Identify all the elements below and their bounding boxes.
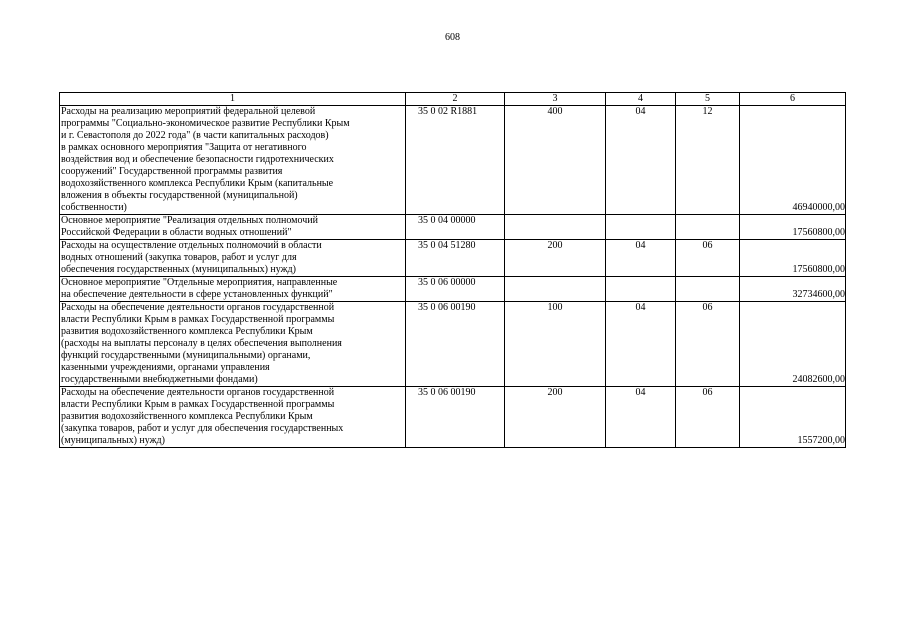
row-section: 04	[606, 302, 676, 387]
header-cell-2: 2	[406, 93, 505, 106]
description-line: власти Республики Крым в рамках Государственной программы	[61, 399, 335, 410]
description-line: на обеспечение деятельности в сфере установленных функций"	[61, 289, 333, 300]
description-line: собственности)	[61, 202, 127, 213]
description-line: программы "Социально-экономическое развитие Республики Крым	[61, 118, 350, 129]
row-description	[60, 302, 406, 387]
description-line: Российской Федерации в области водных отношений"	[61, 227, 292, 238]
row-description	[60, 106, 406, 215]
description-line: Расходы на обеспечение деятельности органов государственной	[61, 302, 335, 313]
description-line: власти Республики Крым в рамках Государственной программы	[61, 314, 335, 325]
header-cell-5: 5	[676, 93, 740, 106]
row-target-code: 35 0 04 51280	[406, 240, 505, 277]
row-description	[60, 215, 406, 240]
row-target-code: 35 0 04 00000	[406, 215, 505, 240]
row-expense-type	[505, 277, 606, 302]
description-line: Расходы на осуществление отдельных полномочий в области	[61, 240, 322, 251]
row-target-code: 35 0 06 00000	[406, 277, 505, 302]
description-line: обеспечения государственных (муниципальных) нужд)	[61, 264, 296, 275]
description-line: Расходы на реализацию мероприятий федеральной целевой	[61, 106, 316, 117]
row-section	[606, 215, 676, 240]
table-row	[60, 240, 846, 277]
description-line: воздействия вод и обеспечение безопасности гидротехнических	[61, 154, 334, 165]
description-line: (муниципальных) нужд)	[61, 435, 165, 446]
table-row	[60, 277, 846, 302]
table-header-row	[60, 93, 846, 106]
row-description	[60, 240, 406, 277]
row-amount: 17560800,00	[740, 240, 846, 277]
row-amount: 17560800,00	[740, 215, 846, 240]
table-row	[60, 215, 846, 240]
budget-table	[59, 92, 846, 448]
description-line: функций государственными (муниципальными) органами,	[61, 350, 311, 361]
row-section: 04	[606, 106, 676, 215]
row-expense-type: 400	[505, 106, 606, 215]
row-section: 04	[606, 240, 676, 277]
row-subsection: 12	[676, 106, 740, 215]
description-line: (закупка товаров, работ и услуг для обеспечения государственных	[61, 423, 344, 434]
description-line: развития водохозяйственного комплекса Республики Крым	[61, 411, 313, 422]
table-row	[60, 387, 846, 448]
header-cell-3: 3	[505, 93, 606, 106]
row-section	[606, 277, 676, 302]
row-section: 04	[606, 387, 676, 448]
description-line: (расходы на выплаты персоналу в целях обеспечения выполнения	[61, 338, 342, 349]
description-line: Расходы на обеспечение деятельности органов государственной	[61, 387, 335, 398]
row-amount: 46940000,00	[740, 106, 846, 215]
description-line: сооружений" Государственной программы развития	[61, 166, 283, 177]
row-amount: 1557200,00	[740, 387, 846, 448]
header-cell-4: 4	[606, 93, 676, 106]
row-target-code: 35 0 06 00190	[406, 302, 505, 387]
description-line: и г. Севастополя до 2022 года" (в части капитальных расходов)	[61, 130, 329, 141]
row-subsection: 06	[676, 240, 740, 277]
row-subsection	[676, 215, 740, 240]
description-line: государственными внебюджетными фондами)	[61, 374, 258, 385]
row-expense-type: 200	[505, 240, 606, 277]
row-amount: 32734600,00	[740, 277, 846, 302]
table-row	[60, 302, 846, 387]
row-amount: 24082600,00	[740, 302, 846, 387]
header-cell-6: 6	[740, 93, 846, 106]
table-row	[60, 106, 846, 215]
description-line: водохозяйственного комплекса Республики Крым (капитальные	[61, 178, 334, 189]
page-number: 608	[445, 32, 460, 43]
row-target-code: 35 0 06 00190	[406, 387, 505, 448]
row-description	[60, 387, 406, 448]
description-line: развития водохозяйственного комплекса Республики Крым	[61, 326, 313, 337]
header-cell-1: 1	[60, 93, 406, 106]
row-subsection: 06	[676, 302, 740, 387]
description-line: в рамках основного мероприятия "Защита от негативного	[61, 142, 307, 153]
row-description	[60, 277, 406, 302]
row-expense-type: 100	[505, 302, 606, 387]
row-subsection	[676, 277, 740, 302]
description-line: Основное мероприятие "Отдельные мероприятия, направленные	[61, 277, 338, 288]
description-line: водных отношений (закупка товаров, работ и услуг для	[61, 252, 297, 263]
description-line: вложения в объекты государственной (муниципальной)	[61, 190, 298, 201]
row-expense-type	[505, 215, 606, 240]
row-expense-type: 200	[505, 387, 606, 448]
description-line: казенными учреждениями, органами управления	[61, 362, 270, 373]
row-subsection: 06	[676, 387, 740, 448]
description-line: Основное мероприятие "Реализация отдельных полномочий	[61, 215, 318, 226]
row-target-code: 35 0 02 R1881	[406, 106, 505, 215]
